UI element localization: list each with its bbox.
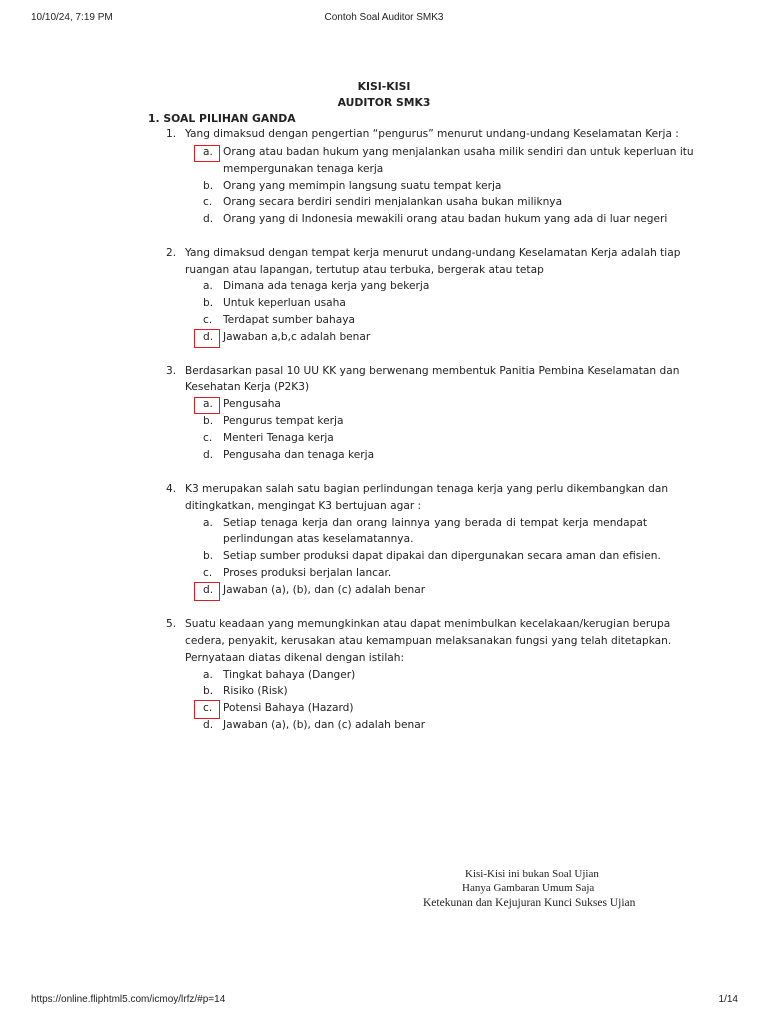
- option-text: Proses produksi berjalan lancar.: [223, 567, 392, 579]
- print-url: https://online.fliphtml5.com/icmoy/lrfz/#p=14: [31, 994, 226, 1005]
- option-letter: b.: [203, 415, 214, 427]
- doc-title-line1: KISI-KISI: [357, 80, 411, 93]
- closing-line-1: Kisi-Kisi ini bukan Soal Ujian: [465, 868, 599, 880]
- option-letter: b.: [203, 297, 214, 309]
- option-text: Orang secara berdiri sendiri menjalankan usaha bukan miliknya: [223, 196, 563, 208]
- option-text: Jawaban a,b,c adalah benar: [223, 331, 371, 343]
- option-text: Orang atau badan hukum yang menjalankan usaha milik sendiri dan untuk keperluan itu: [223, 146, 694, 158]
- question-text: K3 merupakan salah satu bagian perlindungan tenaga kerja yang perlu dikembangkan dan: [185, 483, 669, 495]
- option-text: Menteri Tenaga kerja: [223, 432, 334, 444]
- option-letter: c.: [203, 196, 213, 208]
- option-text: Risiko (Risk): [223, 685, 288, 697]
- question-number: 2.: [166, 247, 177, 259]
- option-text: mempergunakan tenaga kerja: [223, 163, 384, 175]
- option-letter: b.: [203, 550, 214, 562]
- option-text: Dimana ada tenaga kerja yang bekerja: [223, 280, 430, 292]
- option-letter: d.: [203, 213, 214, 225]
- section-heading: 1. SOAL PILIHAN GANDA: [148, 112, 296, 125]
- option-text: Jawaban (a), (b), dan (c) adalah benar: [223, 719, 426, 731]
- question-number: 1.: [166, 128, 177, 140]
- question-number: 3.: [166, 365, 177, 377]
- option-letter: a.: [203, 398, 213, 410]
- question-text: ruangan atau lapangan, tertutup atau terbuka, bergerak atau tetap: [185, 264, 544, 276]
- option-letter: d.: [203, 719, 214, 731]
- question-text: ditingkatkan, mengingat K3 bertujuan agar :: [185, 500, 422, 512]
- option-text: Terdapat sumber bahaya: [223, 314, 356, 326]
- option-letter: b.: [203, 180, 214, 192]
- option-text: Setiap tenaga kerja dan orang lainnya yang berada di tempat kerja mendapat: [223, 517, 647, 529]
- option-text: Pengusaha: [223, 398, 281, 410]
- option-text: Tingkat bahaya (Danger): [223, 669, 356, 681]
- option-letter: a.: [203, 669, 213, 681]
- option-text: Potensi Bahaya (Hazard): [223, 702, 354, 714]
- option-text: Orang yang di Indonesia mewakili orang atau badan hukum yang ada di luar negeri: [223, 213, 668, 225]
- option-letter: c.: [203, 314, 213, 326]
- option-letter: c.: [203, 702, 213, 714]
- print-footer: [0, 994, 768, 1014]
- option-letter: d.: [203, 331, 214, 343]
- option-letter: c.: [203, 432, 213, 444]
- option-text: Pengusaha dan tenaga kerja: [223, 449, 375, 461]
- option-text: Setiap sumber produksi dapat dipakai dan dipergunakan secara aman dan efisien.: [223, 550, 661, 562]
- doc-title-line2: AUDITOR SMK3: [337, 96, 431, 109]
- option-text: Untuk keperluan usaha: [223, 297, 346, 309]
- question-text: Berdasarkan pasal 10 UU KK yang berwenang membentuk Panitia Pembina Keselamatan dan: [185, 365, 680, 377]
- option-letter: b.: [203, 685, 214, 697]
- closing-line-2: Hanya Gambaran Umum Saja: [462, 882, 595, 894]
- question-text: Suatu keadaan yang memungkinkan atau dapat menimbulkan kecelakaan/kerugian berupa: [185, 618, 671, 630]
- closing-line-3: Ketekunan dan Kejujuran Kunci Sukses Ujian: [423, 897, 636, 909]
- option-letter: a.: [203, 146, 213, 158]
- print-page-number: 1/14: [718, 994, 738, 1005]
- option-letter: a.: [203, 280, 213, 292]
- question-number: 4.: [166, 483, 177, 495]
- question-text: Yang dimaksud dengan pengertian “pengurus” menurut undang-undang Keselamatan Kerja :: [185, 128, 679, 140]
- question-number: 5.: [166, 618, 177, 630]
- option-letter: a.: [203, 517, 213, 529]
- option-letter: d.: [203, 449, 214, 461]
- option-text: perlindungan atas keselamatannya.: [223, 533, 414, 545]
- question-text: Pernyataan diatas dikenal dengan istilah:: [185, 652, 405, 664]
- question-text: Yang dimaksud dengan tempat kerja menurut undang-undang Keselamatan Kerja adalah tiap: [185, 247, 681, 259]
- option-text: Jawaban (a), (b), dan (c) adalah benar: [223, 584, 426, 596]
- option-letter: c.: [203, 567, 213, 579]
- option-text: Pengurus tempat kerja: [223, 415, 344, 427]
- question-text: Kesehatan Kerja (P2K3): [185, 381, 310, 393]
- question-text: cedera, penyakit, kerusakan atau kemampuan melaksanakan fungsi yang telah ditetapkan.: [185, 635, 672, 647]
- option-letter: d.: [203, 584, 214, 596]
- print-page-title: Contoh Soal Auditor SMK3: [324, 12, 444, 23]
- option-text: Orang yang memimpin langsung suatu tempat kerja: [223, 180, 502, 192]
- print-datetime: 10/10/24, 7:19 PM: [31, 12, 113, 23]
